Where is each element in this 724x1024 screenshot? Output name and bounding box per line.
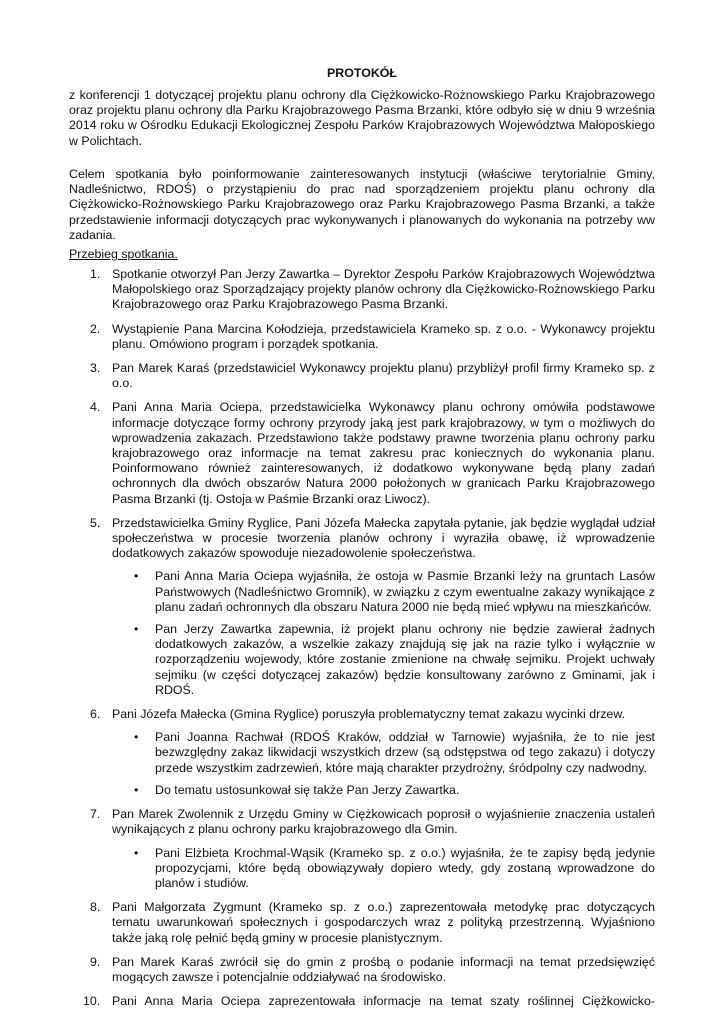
- sub-item-text: • Pani Elżbieta Krochmal-Wąsik (Krameko sp. z o.o.) wyjaśniła, że te zapisy będą jedynie propozycjami, które będą obowiązywały dopiero wtedy, gdy zostaną wprowadzone do planów i studiów.: [155, 845, 655, 890]
- item-text: Wystąpienie Pana Marcina Kołodzieja, przedstawiciela Krameko sp. z o.o. - Wykonawcy projektu planu. Omówiono program i porządek spotkania.: [112, 321, 655, 351]
- sub-list-item: [112, 622, 655, 698]
- list-item: [69, 900, 655, 946]
- sub-item-text: • Pani Joanna Rachwał (RDOŚ Kraków, oddział w Tarnowie) wyjaśniła, że to nie jest bezwzględny zakaz likwidacji wszystkich drzew (są odstępstwa od tego zakazu) i dotyczy przede wszystkim zadrzewień, które mają charakter przydrożny, śródpolny czy nadwodny.: [155, 730, 655, 775]
- list-item: [69, 267, 655, 313]
- sub-list: [112, 569, 655, 698]
- item-number: 6.: [90, 707, 101, 722]
- sub-item-text: • Pani Anna Maria Ociepa wyjaśniła, że ostoja w Pasmie Brzanki leży na gruntach Lasów Państwowych (Nadleśnictwo Gromnik), w związku z czym ewentualne zakazy wynikające z planu zadań ochronnych dla obszaru Natura 2000 nie będą mieć wpływu na mieszkańców.: [155, 569, 655, 614]
- intro-paragraph: z konferencji 1 dotyczącej projektu planu ochrony dla Ciężkowicko-Rożnowskiego Parku Krajobrazowego oraz projektu planu ochrony dla Parku Krajobrazowego Pasma Brzanki, które odbyło się w dniu 9 września 2014 roku w Ośrodku Edukacji Ekologicznej Zespołu Parków Krajobrazowych Województwa Małoposkiego w Polichtach.: [69, 88, 655, 148]
- list-item: [69, 361, 655, 391]
- document-title: PROTOKÓŁ: [327, 66, 397, 80]
- item-text: Pani Józefa Małecka (Gmina Ryglice) poruszyła problematyczny temat zakazu wycinki drzew.: [112, 707, 626, 722]
- list-item: [69, 955, 655, 985]
- list-item: [69, 707, 655, 798]
- item-number: 7.: [90, 807, 101, 822]
- item-text: Pan Marek Zwolennik z Urzędu Gminy w Ciężkowicach poprosił o wyjaśnienie znaczenia ustaleń wynikających z planu ochrony parku krajobrazowego dla Gmin.: [112, 807, 655, 837]
- item-number: 8.: [90, 900, 101, 915]
- sub-list: [112, 730, 655, 798]
- item-number: 9.: [90, 954, 101, 969]
- item-text: Pani Anna Maria Ociepa zaprezentowała informacje na temat szaty roślinnej Ciężkowicko-: [112, 994, 655, 1009]
- item-number: 4.: [90, 400, 101, 415]
- purpose-paragraph: Celem spotkania było poinformowanie zainteresowanych instytucji (właściwe terytorialnie Gminy, Nadleśnictwo, RDOŚ) o przystąpieniu do prac nad sporządzeniem projektu planu ochrony dla Ciężkowicko-Rożnowskiego Parku Krajobrazowego oraz Parku Krajobrazowego Pasma Brzanki, a także przedstawienie informacji dotyczących prac wykonywanych i planowanych do wykonania na potrzeby ww zadania.: [69, 167, 655, 242]
- sub-list-item: [112, 846, 655, 892]
- sub-item-text: • Pan Jerzy Zawartka zapewnia, iż projekt planu ochrony nie będzie zawierał żadnych dodatkowych zakazów, a wszelkie zakazy znajdują się jak na razie tylko i wyłącznie w rozporządzeniu wojewody, które zostanie zmienione na chwałę sejmiku. Projekt uchwały sejmiku (w części dotyczącej zakazów) będzie konsultowany zarówno z Gminami, jak i RDOŚ.: [155, 622, 655, 697]
- list-item: [69, 400, 655, 506]
- item-text: Pani Anna Maria Ociepa, przedstawicielka Wykonawcy planu ochrony omówiła podstawowe informacje dotyczące formy ochrony przyrody jaką jest park krajobrazowy, w tym o możliwych do wprowadzenia zakazach. Przedstawiono także podstawy prawne tworzenia planu ochrony parku krajobrazowego oraz informacje na temat zakresu prac koniecznych do wykonania planu. Poinformowano również zainteresowanych, iż dodatkowo wykonywane będą plany zadań ochronnych dla dwóch obszarów Natura 2000 położonych w granicach Parku Krajobrazowego Pasma Brzanki (tj. Ostoja w Paśmie Brzanki oraz Liwocz).: [112, 400, 655, 506]
- sub-item-text: • Do tematu ustosunkował się także Pan Jerzy Zawartka.: [155, 782, 460, 797]
- item-number: 5.: [90, 515, 101, 530]
- sub-list-item: [112, 730, 655, 776]
- meeting-items-list: [69, 267, 655, 1009]
- sub-list: [112, 846, 655, 892]
- item-number: 1.: [90, 267, 101, 281]
- item-number: 2.: [90, 321, 101, 336]
- item-text: Pan Marek Karaś (przedstawiciel Wykonawcy projektu planu) przybliżył profil firmy Krameko sp. z o.o.: [112, 361, 655, 391]
- list-item: [69, 994, 655, 1009]
- item-text: Pani Małgorzata Zygmunt (Krameko sp. z o.o.) zaprezentowała metodykę prac dotyczących tematu uwarunkowań społecznych i gospodarczych wraz z polityką przestrzenną. Wyjaśniono także jaką rolę pełnić będą gminy w procesie planistycznym.: [112, 900, 655, 945]
- item-text: Spotkanie otworzył Pan Jerzy Zawartka – Dyrektor Zespołu Parków Krajobrazowych Województwa Małopolskiego oraz Sporządzający projekty planów ochrony dla Ciężkowicko-Rożnowskiego Parku Krajobrazowego oraz Parku Krajobrazowego Pasma Brzanki.: [112, 267, 655, 312]
- item-text: Przedstawicielka Gminy Ryglice, Pani Józefa Małecka zapytała pytanie, jak będzie wyglądał udział społeczeństwa w procesie tworzenia planów ochrony i wyraziła obawę, iż wprowadzenie dodatkowych zakazów spowoduje niezadowolenie społeczeństwa.: [112, 515, 655, 561]
- sub-list-item: [112, 569, 655, 615]
- item-number: 10.: [83, 994, 101, 1009]
- section-heading: Przebieg spotkania.: [69, 247, 178, 261]
- list-item: [69, 807, 655, 891]
- item-text: Pan Marek Karaś zwrócił się do gmin z prośbą o podanie informacji na temat przedsięwzięć mogących zawsze i potencjalnie oddziaływać na środowisko.: [112, 954, 655, 984]
- list-item: [69, 516, 655, 698]
- list-item: [69, 322, 655, 352]
- item-number: 3.: [90, 361, 101, 376]
- sub-list-item: [112, 783, 655, 798]
